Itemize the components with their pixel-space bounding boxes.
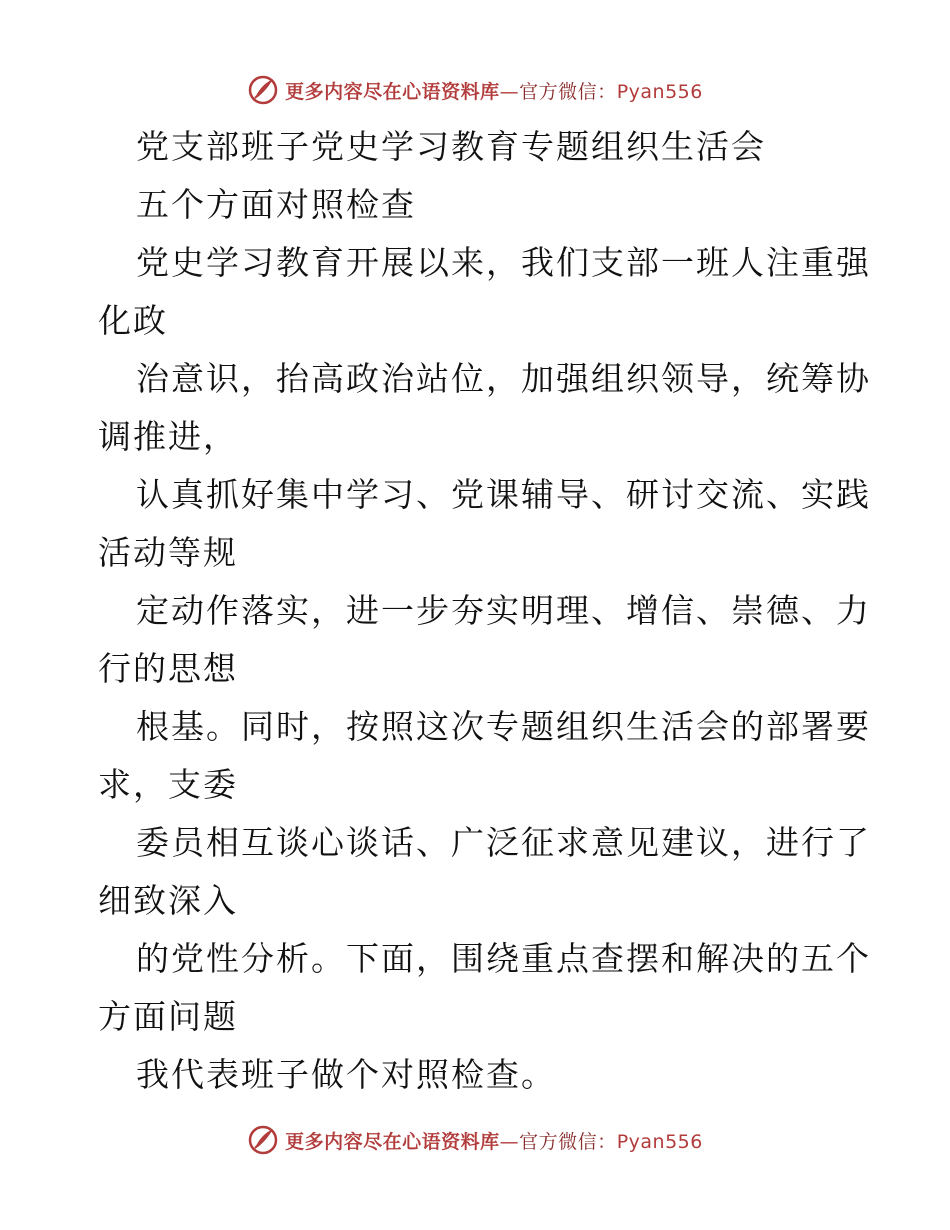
quill-seal-logo-icon <box>247 74 279 106</box>
banner-text <box>285 77 703 104</box>
doc-paragraph-line: 化政 <box>98 301 168 340</box>
doc-paragraph-line: 调推进， <box>98 417 238 456</box>
doc-paragraph-line: 我代表班子做个对照检查。 <box>136 1055 556 1094</box>
doc-paragraph-line: 认真抓好集中学习、党课辅导、研讨交流、实践 <box>136 475 871 514</box>
banner-wechat-id: Pyan556 <box>616 80 703 103</box>
banner-site-text: 更多内容尽在心语资料库 <box>285 80 500 103</box>
doc-paragraph-line: 活动等规 <box>98 533 238 572</box>
doc-paragraph-line: 委员相互谈心谈话、广泛征求意见建议，进行了 <box>136 823 871 862</box>
banner-site-text: 更多内容尽在心语资料库 <box>285 1130 500 1153</box>
banner-wechat-label: 官方微信： <box>519 1130 617 1153</box>
doc-title-line-2: 五个方面对照检查 <box>136 185 416 224</box>
banner-wechat-label: 官方微信： <box>519 80 617 103</box>
banner-dash: — <box>499 80 520 103</box>
footer-banner <box>0 1120 950 1160</box>
doc-paragraph-line: 细致深入 <box>98 881 238 920</box>
doc-paragraph-line: 治意识，抬高政治站位，加强组织领导，统筹协 <box>136 359 871 398</box>
doc-paragraph-line: 党史学习教育开展以来，我们支部一班人注重强 <box>136 243 871 282</box>
banner-text <box>285 1127 703 1154</box>
banner-wechat-id: Pyan556 <box>616 1130 703 1153</box>
document-body <box>98 118 871 1104</box>
doc-paragraph-line: 根基。同时，按照这次专题组织生活会的部署要 <box>136 707 871 746</box>
doc-paragraph-line: 方面问题 <box>98 997 238 1036</box>
doc-title-line-1: 党支部班子党史学习教育专题组织生活会 <box>136 127 766 166</box>
banner-dash: — <box>499 1130 520 1153</box>
doc-paragraph-line: 定动作落实，进一步夯实明理、增信、崇德、力 <box>136 591 871 630</box>
doc-paragraph-line: 行的思想 <box>98 649 238 688</box>
quill-seal-logo-icon <box>247 1124 279 1156</box>
header-banner <box>0 70 950 110</box>
doc-paragraph-line: 的党性分析。下面，围绕重点查摆和解决的五个 <box>136 939 871 978</box>
doc-paragraph-line: 求，支委 <box>98 765 238 804</box>
